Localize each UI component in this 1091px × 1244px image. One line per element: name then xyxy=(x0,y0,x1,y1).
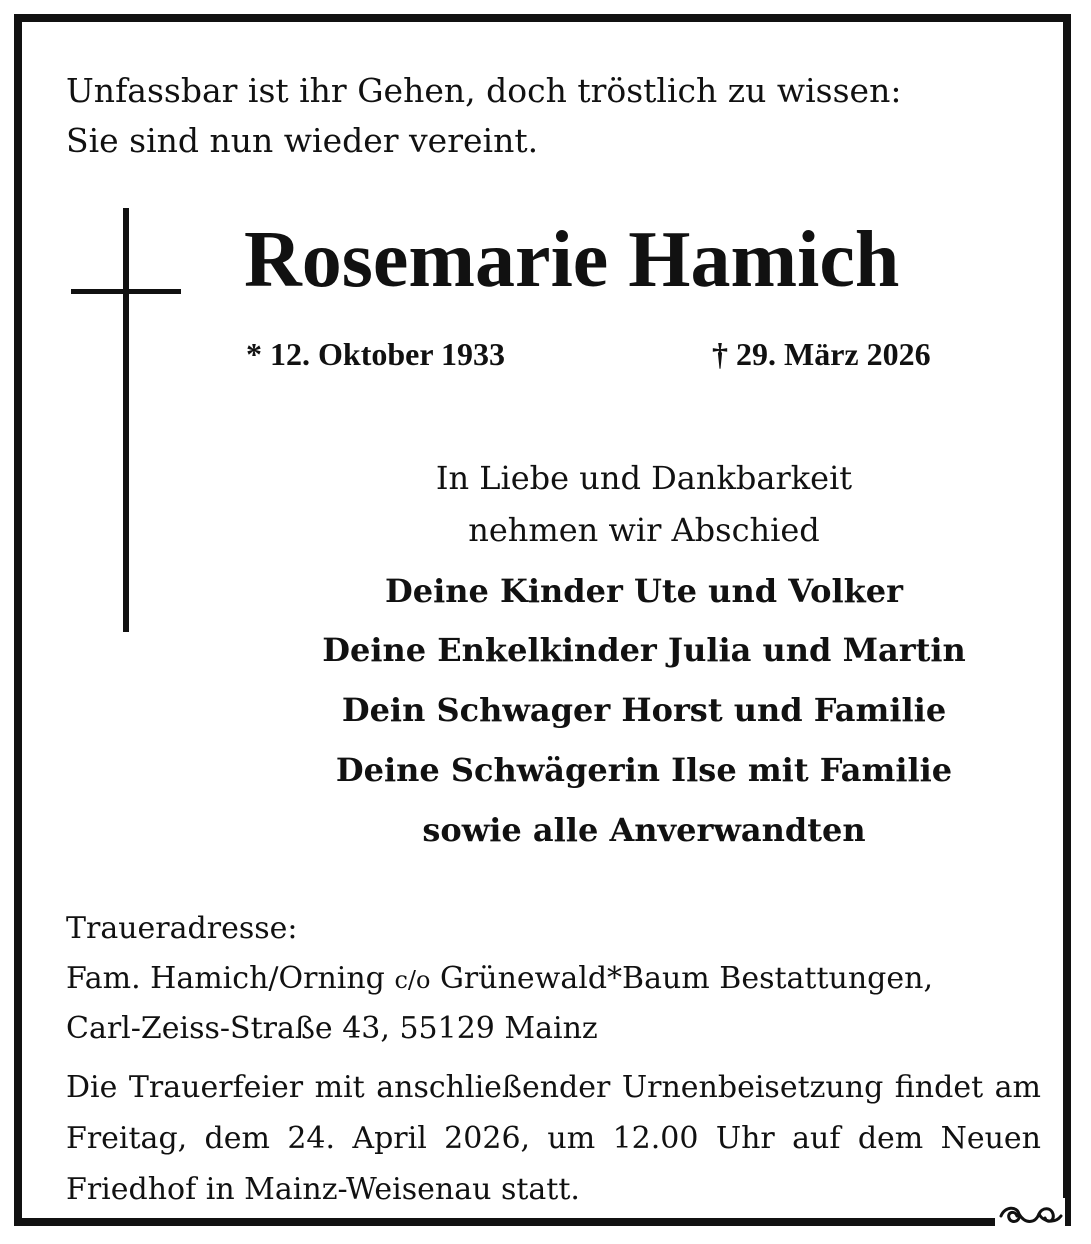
farewell-line-1: In Liebe und Dankbarkeit xyxy=(435,459,853,497)
family-line: Deine Kinder Ute und Volker xyxy=(384,572,903,610)
ornament-icon xyxy=(995,1198,1065,1230)
death-date: † 29. März 2026 xyxy=(712,336,931,372)
address-care-of: c/o xyxy=(394,966,431,994)
address-undertaker: Grünewald*Baum Bestattungen, xyxy=(439,961,933,996)
birth-date: * 12. Oktober 1933 xyxy=(246,336,505,372)
family-line: Deine Enkelkinder Julia und Martin xyxy=(322,631,966,669)
deceased-name: Rosemarie Hamich xyxy=(244,216,900,304)
intro-line-1: Unfassbar ist ihr Gehen, doch tröstlich zu wissen: xyxy=(66,71,902,110)
family-line: Deine Schwägerin Ilse mit Familie xyxy=(335,751,953,789)
family-line: sowie alle Anverwandten xyxy=(422,811,866,849)
address-line-2: Carl-Zeiss-Straße 43, 55129 Mainz xyxy=(66,1011,598,1046)
address-line-1 xyxy=(66,961,933,996)
address-family: Fam. Hamich/Orning xyxy=(66,961,385,996)
intro-line-2: Sie sind nun wieder vereint. xyxy=(66,121,539,160)
obituary-frame xyxy=(14,14,1071,1226)
farewell-line-2: nehmen wir Abschied xyxy=(468,511,820,549)
family-line: Dein Schwager Horst und Familie xyxy=(341,691,947,729)
ceremony-text: Die Trauerfeier mit anschließender Urnenbeisetzung findet am Freitag, dem 24. April 2026, um 12.00 Uhr auf dem Neuen Friedhof in Mainz-Weisenau statt. xyxy=(66,1070,1041,1207)
address-label: Traueradresse: xyxy=(66,911,298,946)
